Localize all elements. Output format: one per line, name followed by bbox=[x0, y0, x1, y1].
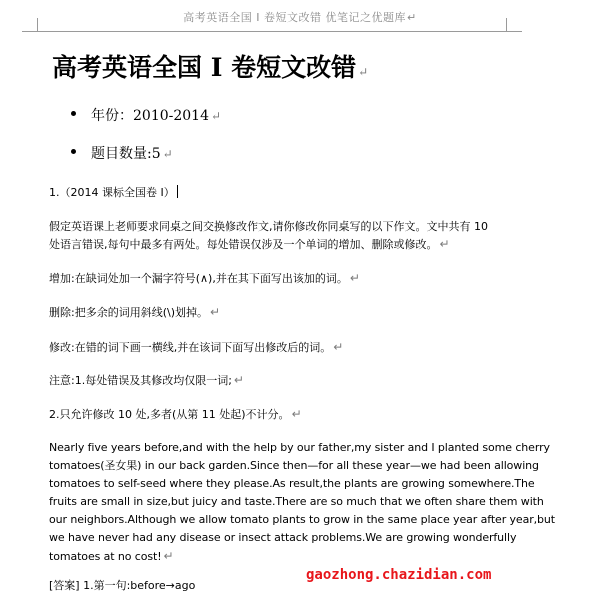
passage-text: tomatoes at no cost! bbox=[49, 550, 162, 563]
paragraph-mark: ↵ bbox=[439, 237, 450, 251]
document-title[interactable] bbox=[52, 48, 368, 84]
header-label: 高考英语全国 I 卷短文改错 优笔记之优题库 bbox=[183, 11, 406, 24]
paragraph-mark: ↵ bbox=[333, 340, 344, 354]
paragraph-mark: ↵ bbox=[163, 549, 174, 563]
bullet-year-text: 年份：2010-2014 bbox=[91, 108, 209, 124]
text-cursor bbox=[177, 185, 178, 198]
passage-line[interactable] bbox=[49, 546, 529, 567]
instruction-text: 处语言错误,每句中最多有两处。每处错误仅涉及一个单词的增加、删除或修改。 bbox=[49, 238, 438, 251]
paragraph-mark: ↵ bbox=[358, 65, 369, 79]
instruction-line[interactable] bbox=[49, 370, 529, 391]
passage-line[interactable] bbox=[49, 474, 535, 494]
passage-line[interactable] bbox=[49, 510, 556, 530]
passage-text: tomatoes to self-seed where they please.As result,the plants are growing somewhere.The bbox=[49, 477, 535, 490]
crop-mark-right-h bbox=[506, 31, 522, 32]
passage-line[interactable] bbox=[49, 456, 539, 476]
instruction-line[interactable] bbox=[49, 404, 529, 425]
passage-line[interactable] bbox=[49, 528, 529, 548]
site-watermark: gaozhong.chazidian.com bbox=[306, 567, 492, 583]
instruction-line[interactable] bbox=[49, 268, 529, 289]
instruction-line[interactable] bbox=[49, 302, 529, 323]
paragraph-mark: ↵ bbox=[291, 407, 302, 421]
passage-line[interactable] bbox=[49, 492, 544, 512]
question-heading[interactable] bbox=[49, 183, 529, 203]
header-text bbox=[0, 9, 600, 25]
crop-mark-right-v bbox=[506, 18, 507, 32]
bullet-count-text: 题目数量:5 bbox=[91, 146, 161, 162]
instruction-text: 删除:把多余的词用斜线(\)划掉。 bbox=[49, 306, 208, 319]
instruction-line[interactable] bbox=[49, 337, 529, 358]
paragraph-mark: ↵ bbox=[162, 147, 173, 161]
question-heading-text: 1.（2014 课标全国卷 I） bbox=[49, 186, 175, 199]
paragraph-mark: ↵ bbox=[233, 373, 244, 387]
instruction-text: 修改:在错的词下画一横线,并在该词下面写出修改后的词。 bbox=[49, 341, 332, 354]
paragraph-mark: ↵ bbox=[211, 109, 222, 123]
passage-text: fruits are small in size,but juicy and taste.There are so much that we often share them with bbox=[49, 495, 544, 508]
bullet-dot bbox=[71, 149, 76, 154]
header-rule bbox=[37, 31, 507, 32]
crop-mark-left-h bbox=[22, 31, 38, 32]
answer-text: [答案] 1.第一句:before→ago bbox=[49, 579, 196, 592]
passage-text: our neighbors.Although we allow tomato plants to grow in the same place year after year,but bbox=[49, 513, 556, 526]
paragraph-mark: ↵ bbox=[349, 271, 360, 285]
passage-text: we have never had any disease or insect attack problems.We are growing wonderfully bbox=[49, 531, 517, 544]
instruction-line[interactable] bbox=[49, 234, 529, 255]
paragraph-mark: ↵ bbox=[210, 305, 221, 319]
instruction-text: 假定英语课上老师要求同桌之间交换修改作文,请你修改你同桌写的以下作文。文中共有 10 bbox=[49, 220, 488, 233]
instruction-text: 注意:1.每处错误及其修改均仅限一词; bbox=[49, 374, 232, 387]
passage-text: tomatoes(圣女果) in our back garden.Since then—for all these year—we had been allowing bbox=[49, 459, 539, 472]
passage-text: Nearly five years before,and with the help by our father,my sister and I planted some cherry bbox=[49, 441, 550, 454]
header-paragraph-mark: ↵ bbox=[407, 11, 417, 24]
crop-mark-left-v bbox=[37, 18, 38, 32]
bullet-dot bbox=[71, 111, 76, 116]
document-title-text: 高考英语全国 I 卷短文改错 bbox=[52, 53, 357, 82]
passage-line[interactable] bbox=[49, 438, 550, 458]
instruction-text: 2.只允许修改 10 处,多者(从第 11 处起)不计分。 bbox=[49, 408, 290, 421]
instruction-text: 增加:在缺词处加一个漏字符号(∧),并在其下面写出该加的词。 bbox=[49, 272, 348, 285]
